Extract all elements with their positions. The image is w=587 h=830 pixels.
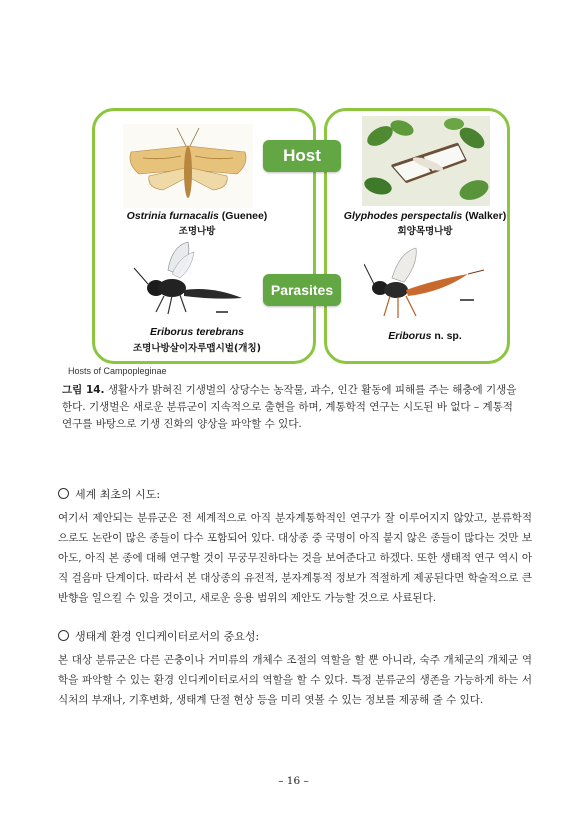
host-right-scientific-name: [340, 210, 510, 222]
host-left-korean-name: 조명나방: [178, 226, 216, 237]
figure-caption: [62, 382, 524, 433]
figure-caption-text: 생활사가 밝혀진 기생벌의 상당수는 농작물, 과수, 인간 활동에 피해를 주는 해충에 기생을 한다. 기생벌은 새로운 분류군이 지속적으로 출현을 하며, 계통학적 연구는 시도된 바 없다 – 계통적 연구를 바탕으로 기생 진화의 양상을 파악할 수 있다.: [62, 384, 517, 430]
parasite-left-species: Eriborus terebrans: [150, 326, 244, 338]
parasites-label: Parasites: [263, 274, 341, 306]
parasite-right-suffix: n. sp.: [434, 330, 462, 342]
hosts-label: Hosts of Campopleginae: [68, 366, 167, 376]
host-left-scientific-name: [114, 210, 280, 222]
section-heading-2: [58, 628, 259, 644]
moth-photo-glyphodes: [362, 116, 490, 206]
host-left-species: Ostrinia furnacalis: [126, 210, 219, 222]
circle-bullet-icon: [58, 630, 69, 641]
section-body-2: 본 대상 분류군은 다른 곤충이나 거미류의 개체수 조절의 역할을 할 뿐 아니라, 숙주 개체군의 개체군 역학을 파악할 수 있는 환경 인디케이터로서의 역할을 할 수 있다. 특정 분류군의 생존을 가능하게 하는 서식처의 부재나, 기후변화, 생태계 단절 현상 등을 미리 엿볼 수 있는 정보를 제공해 줄 수 있다.: [58, 654, 532, 706]
host-label: Host: [263, 140, 341, 172]
section-heading-1-text: 세계 최초의 시도:: [75, 488, 161, 501]
parasite-left-scientific-name: [114, 326, 280, 338]
parasite-left-korean-name: 조명나방살이자루맵시벌(개칭): [133, 343, 261, 354]
circle-bullet-icon: [58, 488, 69, 499]
section-heading-1: [58, 486, 160, 502]
parasite-right-scientific-name: [340, 330, 510, 342]
wasp-photo-eriborus-nsp: [364, 244, 488, 324]
host-right-species: Glyphodes perspectalis: [343, 210, 463, 222]
host-right-author: (Walker): [465, 210, 507, 222]
parasite-right-genus: Eriborus: [388, 330, 432, 342]
page-number: – 16 –: [278, 775, 309, 787]
section-body-1: 여기서 제안되는 분류군은 전 세계적으로 아직 분자계통학적인 연구가 잘 이루어지지 않았고, 분류학적으로도 논란이 많은 종들이 다수 포함되어 있다. 대상종 중 국명이 아직 붙지 않은 종들이 많다는 것만 보아도, 아직 본 종에 대해 연구할 것이 무궁무진하다는 것을 보여준다고 하겠다. 또한 생태적 연구 역시 아직 걸음마 단계이다. 따라서 본 대상종의 유전적, 분자계통적 정보가 적절하게 제공된다면 학술적으로 큰 반향을 일으킬 수 있을 것이고, 새로운 응용 범위의 제안도 가능할 것으로 사료된다.: [58, 512, 532, 604]
moth-photo-ostrinia: [123, 124, 253, 208]
figure-caption-label: 그림 14.: [62, 384, 105, 396]
host-right-korean-name: 회양목명나방: [397, 226, 453, 237]
host-left-author: (Guenee): [221, 210, 268, 222]
wasp-photo-eriborus-terebrans: [132, 240, 256, 320]
section-heading-2-text: 생태계 환경 인디케이터로서의 중요성:: [75, 630, 260, 643]
